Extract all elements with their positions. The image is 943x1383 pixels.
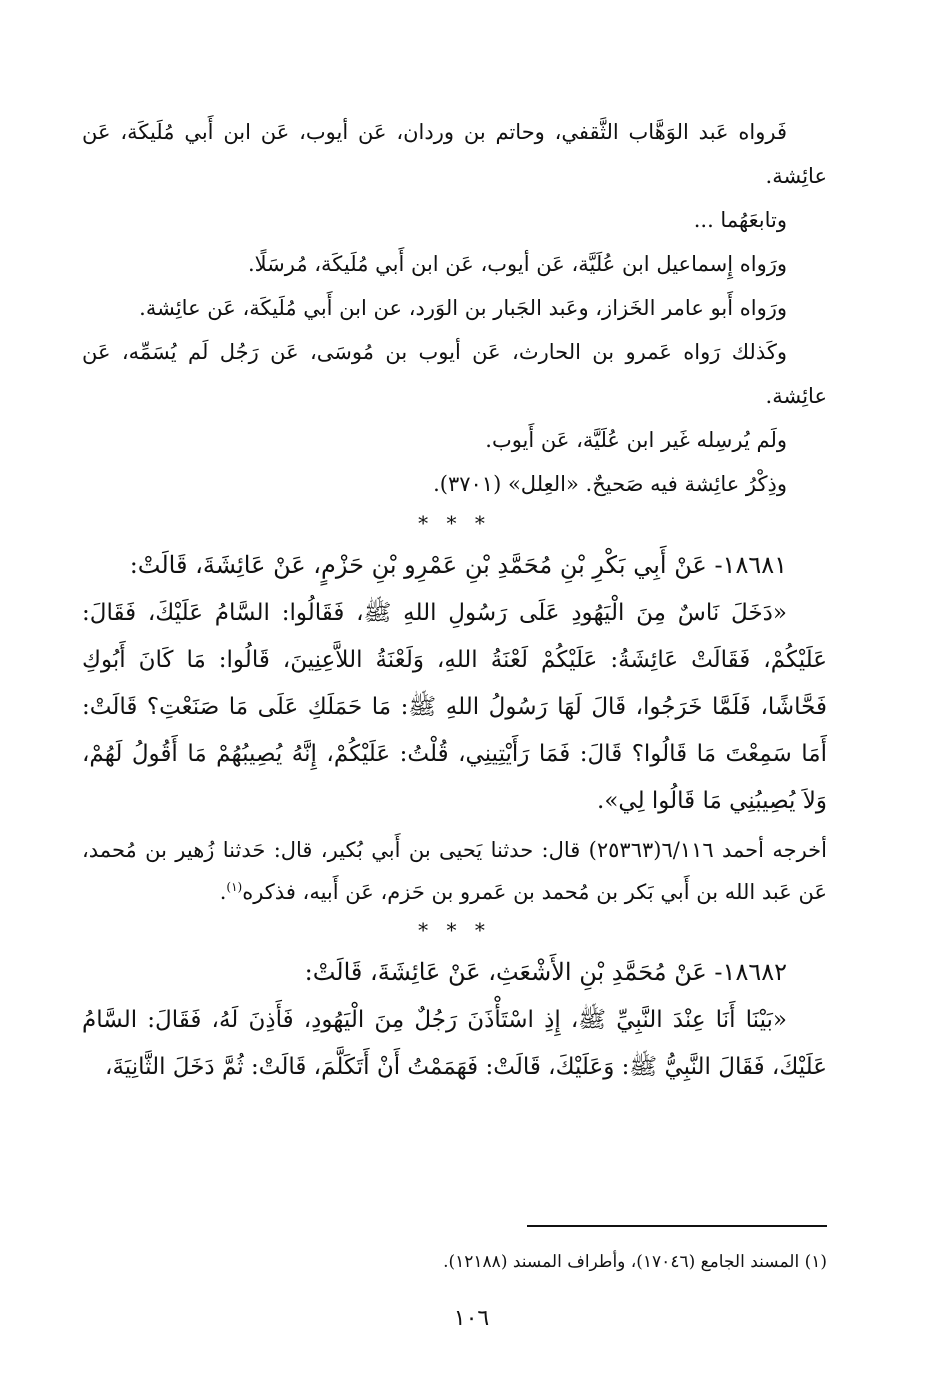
page-body xyxy=(82,110,827,1091)
footnote-divider xyxy=(527,1225,827,1227)
footnote: (١) المسند الجامع (١٧٠٤٦)، وأطراف المسند (١٢١٨٨). xyxy=(443,1252,827,1272)
hadith-18681-heading: ١٨٦٨١- عَنْ أَبِي بَكْرِ بْنِ مُحَمَّدِ بْنِ عَمْرِو بْنِ حَزْمٍ، عَنْ عَائِشَةَ، قَالَتْ: xyxy=(129,551,787,579)
hadith-18682-heading: ١٨٦٨٢- عَنْ مُحَمَّدِ بْنِ الأَشْعَثِ، عَنْ عَائِشَةَ، قَالَتْ: xyxy=(304,958,787,986)
hadith-18681-text: «دَخَلَ نَاسٌ مِنَ الْيَهُودِ عَلَى رَسُولِ اللهِ ﷺ، فَقَالُوا: السَّامُ عَلَيْكَ، فَقَالَ: عَلَيْكُمْ، فَقَالَتْ عَائِشَةُ: عَلَيْكُمْ لَعْنَةُ اللهِ، وَلَعْنَةُ اللاَّعِنِينَ، قَالُوا: مَا كَانَ أَبُوكِ فَحَّاشًا، فَلَمَّا خَرَجُوا، قَالَ لَهَا رَسُولُ اللهِ ﷺ: مَا حَمَلَكِ عَلَى مَا صَنَعْتِ؟ قَالَتْ: أَمَا سَمِعْتَ مَا قَالُوا؟ قَالَ: فَمَا رَأَيْتِينِي، قُلْتُ: عَلَيْكُمْ، إِنَّهُ يُصِيبُهُمْ مَا أَقُولُ لَهُمْ، وَلاَ يُصِيبُنِي مَا قَالُوا لِي». xyxy=(82,600,827,814)
hadith-18682-text: «بَيْنَا أَنَا عِنْدَ النَّبِيِّ ﷺ، إِذِ اسْتَأْذَنَ رَجُلٌ مِنَ الْيَهُودِ، فَأَذِنَ لَهُ، فَقَالَ: السَّامُ عَلَيْكَ، فَقَالَ النَّبِيُّ ﷺ: وَعَلَيْكَ، قَالَتْ: فَهَمَمْتُ أَنْ أَتَكَلَّمَ، قَالَتْ: ثُمَّ دَخَلَ الثَّانِيَةَ، xyxy=(82,1007,827,1080)
intro-paragraph-7: وذِكْرُ عائِشة فيه صَحيحٌ. «العِلل» (٣٧٠١). xyxy=(433,472,787,496)
takhrij-text: أخرجه أحمد ٦/١١٦(٢٥٣٦٣) قال: حدثنا يَحيى بن أَبي بُكير، قال: حَدثنا زُهير بن مُحمد، عَن عَبد الله بن أَبي بَكر بن مُحمد بن عَمرو بن حَزم، عَن أَبيه، فذكره xyxy=(82,838,827,904)
footnote-reference: (١) xyxy=(226,880,243,894)
takhrij-end: . xyxy=(219,880,227,904)
intro-paragraph-5: وكَذلك رَواه عَمرو بن الحارث، عَن أيوب بن مُوسَى، عَن رَجُل لَم يُسَمِّه، عَن عائِشة. xyxy=(82,340,827,408)
section-separator-2: * * * xyxy=(418,918,491,942)
page-number: ١٠٦ xyxy=(453,1306,490,1331)
intro-paragraph-3: ورَواه إِسماعيل ابن عُلَيَّة، عَن أيوب، عَن ابن أَبي مُلَيكَة، مُرسَلًا. xyxy=(247,252,787,276)
section-separator: * * * xyxy=(418,511,491,535)
hadith-18681-takhrij xyxy=(82,829,827,913)
intro-paragraph-4: ورَواه أَبو عامر الخَزاز، وعَبد الجَبار بن الوَرد، عن ابن أَبي مُلَيكَة، عَن عائِشة. xyxy=(139,296,787,320)
intro-paragraph-6: ولَم يُرسِله غَير ابن عُلَيَّة، عَن أَيوب. xyxy=(485,428,787,452)
intro-paragraph-1: فَرواه عَبد الوَهَّاب الثَّقفي، وحاتم بن وردان، عَن أيوب، عَن ابن أَبي مُلَيكَة، عَن عائِشة. xyxy=(82,120,827,188)
intro-paragraph-2: وتابعَهُما ... xyxy=(693,208,787,232)
